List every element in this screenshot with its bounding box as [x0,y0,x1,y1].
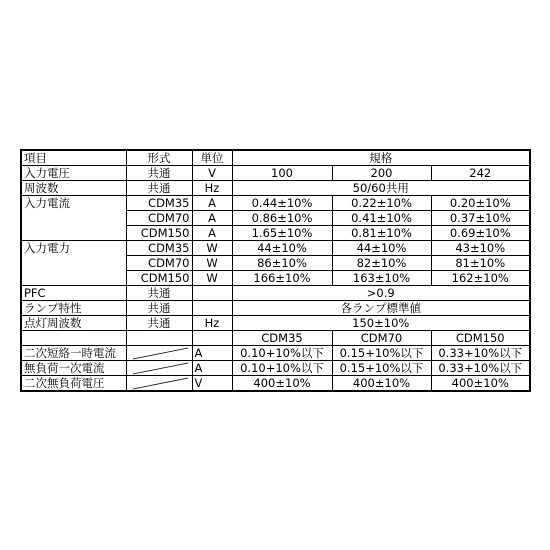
form-cell: 共通 [126,181,192,196]
frequency-label: 周波数 [21,181,126,196]
unit-cell: A [192,226,232,241]
value-cell: 162±10% [431,271,530,286]
value-cell: 100 [232,166,332,181]
value-cell: 43±10% [431,241,530,256]
lamp-model-cell: CDM35 [232,331,332,346]
table-row [21,256,530,271]
value-cell: 0.37±10% [431,211,530,226]
unit-cell: V [192,166,232,181]
empty-cell [21,271,126,286]
unit-cell: A [192,211,232,226]
form-cell: CDM70 [126,256,192,271]
table-row [21,241,530,256]
table-row [21,196,530,211]
table-row [21,211,530,226]
table-row [21,271,530,286]
empty-cell [192,301,232,316]
form-cell: CDM35 [126,196,192,211]
table-row [21,166,530,181]
header-item: 項目 [21,150,126,166]
header-spec: 規格 [232,150,530,166]
unit-cell: A [192,361,232,376]
empty-cell [126,331,192,346]
diagonal-slash [126,346,192,361]
unit-cell: W [192,256,232,271]
empty-cell [21,331,126,346]
table-row [21,346,530,361]
value-cell: 0.69±10% [431,226,530,241]
value-cell: 50/60共用 [232,181,530,196]
table-row [21,181,530,196]
input-power-label: 入力電力 [21,241,126,256]
form-cell: CDM35 [126,241,192,256]
table-row [21,361,530,376]
header-form: 形式 [126,150,192,166]
unit-cell: W [192,271,232,286]
lamp-model-cell: CDM70 [332,331,431,346]
pfc-label: PFC [21,286,126,301]
lamp-model-cell: CDM150 [431,331,530,346]
form-cell: CDM150 [126,226,192,241]
spec-table [20,149,531,392]
value-cell: 0.10+10%以下 [232,346,332,361]
value-cell: 81±10% [431,256,530,271]
table-row [21,301,530,316]
value-cell: 0.33+10%以下 [431,346,530,361]
form-cell: CDM150 [126,271,192,286]
secondary-no-load-voltage-label: 二次無負荷電圧 [21,376,126,392]
value-cell: 400±10% [431,376,530,392]
lighting-freq-label: 点灯周波数 [21,316,126,331]
value-cell: 163±10% [332,271,431,286]
value-cell: 0.33+10%以下 [431,361,530,376]
header-row [21,150,530,166]
table-row [21,226,530,241]
form-cell: 共通 [126,316,192,331]
diagonal-slash [126,361,192,376]
value-cell: 1.65±10% [232,226,332,241]
value-cell: 200 [332,166,431,181]
input-current-label: 入力電流 [21,196,126,211]
table-row [21,316,530,331]
value-cell: 166±10% [232,271,332,286]
empty-cell [21,211,126,226]
empty-cell [192,331,232,346]
unit-cell: Hz [192,316,232,331]
value-cell: 0.81±10% [332,226,431,241]
value-cell: 44±10% [332,241,431,256]
value-cell: 0.22±10% [332,196,431,211]
value-cell: 0.15+10%以下 [332,361,431,376]
unit-cell: Hz [192,181,232,196]
lamp-label: ランプ特性 [21,301,126,316]
table-row [21,376,530,392]
empty-cell [21,226,126,241]
value-cell: 0.41±10% [332,211,431,226]
value-cell: 400±10% [232,376,332,392]
form-cell: CDM70 [126,211,192,226]
form-cell: 共通 [126,301,192,316]
empty-cell [21,256,126,271]
value-cell: 400±10% [332,376,431,392]
value-cell: >0.9 [232,286,530,301]
value-cell: 150±10% [232,316,530,331]
unit-cell: V [192,376,232,392]
value-cell: 0.86±10% [232,211,332,226]
value-cell: 0.44±10% [232,196,332,211]
header-unit: 単位 [192,150,232,166]
unit-cell: A [192,346,232,361]
diagonal-slash [126,376,192,392]
form-cell: 共通 [126,286,192,301]
empty-cell [192,286,232,301]
table-row [21,286,530,301]
value-cell: 86±10% [232,256,332,271]
no-load-primary-label: 無負荷一次電流 [21,361,126,376]
value-cell: 各ランプ標準値 [232,301,530,316]
value-cell: 0.10+10%以下 [232,361,332,376]
table-row [21,331,530,346]
unit-cell: A [192,196,232,211]
unit-cell: W [192,241,232,256]
secondary-short-label: 二次短絡一時電流 [21,346,126,361]
value-cell: 0.20±10% [431,196,530,211]
input-voltage-label: 入力電圧 [21,166,126,181]
value-cell: 44±10% [232,241,332,256]
value-cell: 82±10% [332,256,431,271]
value-cell: 0.15+10%以下 [332,346,431,361]
form-cell: 共通 [126,166,192,181]
value-cell: 242 [431,166,530,181]
